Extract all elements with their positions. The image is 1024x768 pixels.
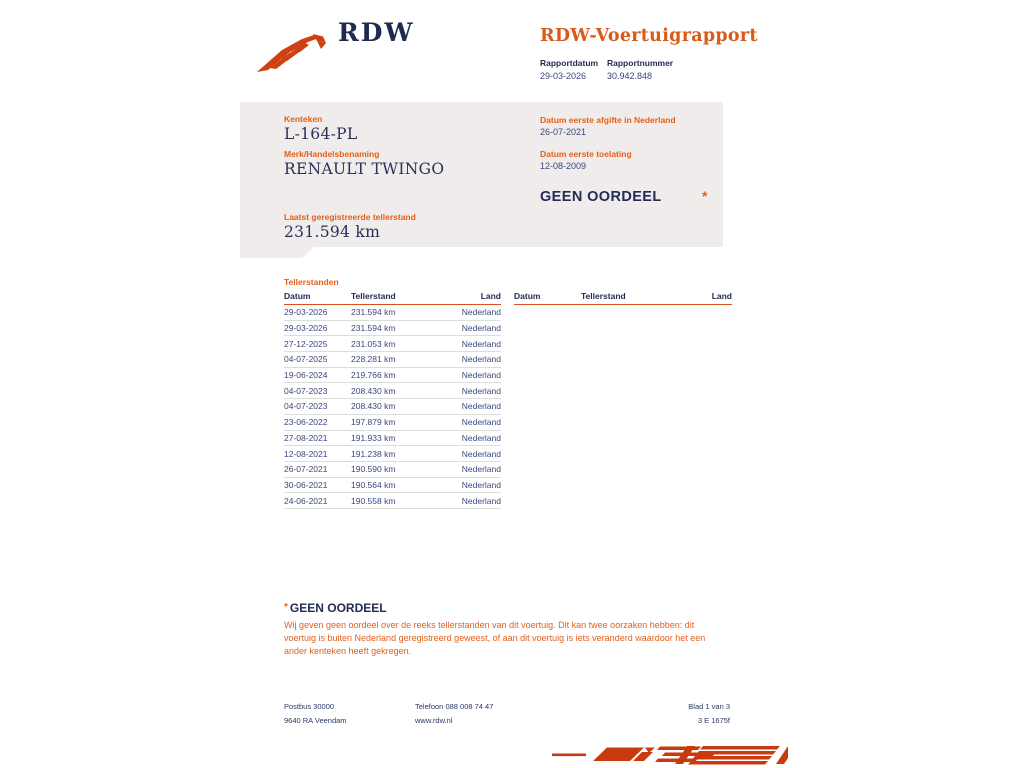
table-row bbox=[284, 493, 501, 509]
cell-land: Nederland bbox=[461, 495, 501, 506]
table-row bbox=[284, 368, 501, 384]
cell-tellerstand: 219.766 km bbox=[351, 370, 396, 381]
afgifte-value: 26-07-2021 bbox=[540, 127, 587, 137]
kenteken-value: L-164-PL bbox=[284, 125, 358, 143]
laatste-tellerstand-value: 231.594 km bbox=[284, 223, 381, 241]
footer-form-code: 3 E 1675f bbox=[697, 716, 730, 725]
footer-website: www.rdw.nl bbox=[415, 716, 453, 725]
cell-land: Nederland bbox=[461, 448, 501, 459]
cell-land: Nederland bbox=[461, 370, 501, 381]
cell-land: Nederland bbox=[461, 385, 501, 396]
cell-datum: 29-03-2026 bbox=[284, 307, 328, 318]
cell-land: Nederland bbox=[461, 338, 501, 349]
footer-phone: Telefoon 088 008 74 47 bbox=[415, 702, 494, 711]
table-row bbox=[284, 462, 501, 478]
merk-label: Merk/Handelsbenaming bbox=[284, 149, 380, 159]
note-body: Wij geven geen oordeel over de reeks tellerstanden van dit voertuig. Dit kan twee oorzaken hebben: dit voertuig is buiten Nederland geregistreerd geweest, of aan dit voertuig is iets veranderd waardoor het een ander kenteken heeft gekregen. bbox=[284, 620, 706, 656]
col-header-land: Land bbox=[711, 291, 732, 301]
cell-tellerstand: 208.430 km bbox=[351, 385, 396, 396]
table-header-row bbox=[284, 291, 501, 305]
footer-page-number: Blad 1 van 3 bbox=[688, 702, 730, 711]
cell-datum: 24-06-2021 bbox=[284, 495, 328, 506]
table-row bbox=[284, 321, 501, 337]
table-row bbox=[284, 383, 501, 399]
cell-tellerstand: 191.238 km bbox=[351, 448, 396, 459]
col-header-tellerstand: Tellerstand bbox=[581, 291, 626, 301]
summary-box-notch bbox=[240, 247, 314, 258]
footer-address-line2: 9640 RA Veendam bbox=[284, 716, 347, 725]
table-row bbox=[284, 352, 501, 368]
cell-land: Nederland bbox=[461, 354, 501, 365]
cell-land: Nederland bbox=[461, 307, 501, 318]
table-row bbox=[284, 415, 501, 431]
cell-tellerstand: 208.430 km bbox=[351, 401, 396, 412]
col-header-land: Land bbox=[480, 291, 501, 301]
rdw-logo-text: RDW bbox=[338, 18, 415, 47]
cell-datum: 23-06-2022 bbox=[284, 417, 328, 428]
rapportnummer-label: Rapportnummer bbox=[607, 58, 674, 68]
tellerstanden-table-left bbox=[284, 291, 501, 509]
table-row bbox=[284, 336, 501, 352]
toelating-label: Datum eerste toelating bbox=[540, 149, 632, 159]
tellerstanden-table-right bbox=[514, 291, 732, 305]
cell-datum: 29-03-2026 bbox=[284, 323, 328, 334]
col-header-tellerstand: Tellerstand bbox=[351, 291, 396, 301]
note-title-text: GEEN OORDEEL bbox=[289, 601, 387, 615]
cell-land: Nederland bbox=[461, 464, 501, 475]
laatste-tellerstand-label: Laatst geregistreerde tellerstand bbox=[284, 212, 416, 222]
note-title bbox=[284, 601, 387, 615]
page-title: RDW-Voertuigrapport bbox=[540, 26, 758, 46]
cell-land: Nederland bbox=[461, 417, 501, 428]
table-row bbox=[284, 305, 501, 321]
cell-datum: 27-12-2025 bbox=[284, 338, 328, 349]
tellerstanden-section-label: Tellerstanden bbox=[284, 277, 339, 287]
cell-datum: 04-07-2023 bbox=[284, 385, 328, 396]
merk-value: RENAULT TWINGO bbox=[284, 160, 445, 178]
kenteken-label: Kenteken bbox=[284, 114, 323, 124]
col-header-datum: Datum bbox=[284, 291, 311, 301]
afgifte-label: Datum eerste afgifte in Nederland bbox=[540, 115, 676, 125]
cell-tellerstand: 231.053 km bbox=[351, 338, 396, 349]
rapportnummer-value: 30.942.848 bbox=[607, 71, 653, 81]
note-asterisk: * bbox=[284, 602, 288, 613]
table-header-row bbox=[514, 291, 732, 305]
footer-address-line1: Postbus 30000 bbox=[284, 702, 335, 711]
cell-tellerstand: 190.590 km bbox=[351, 464, 396, 475]
cell-tellerstand: 231.594 km bbox=[351, 307, 396, 318]
col-header-datum: Datum bbox=[514, 291, 541, 301]
rdw-falcon-logo-icon bbox=[256, 28, 334, 74]
cell-datum: 04-07-2025 bbox=[284, 354, 328, 365]
cell-datum: 26-07-2021 bbox=[284, 464, 328, 475]
cell-tellerstand: 190.558 km bbox=[351, 495, 396, 506]
table-row bbox=[284, 446, 501, 462]
oordeel-asterisk: * bbox=[702, 188, 708, 204]
cell-datum: 19-06-2024 bbox=[284, 370, 328, 381]
table-row bbox=[284, 431, 501, 447]
cell-land: Nederland bbox=[461, 479, 501, 490]
cell-datum: 27-08-2021 bbox=[284, 432, 328, 443]
cell-tellerstand: 191.933 km bbox=[351, 432, 396, 443]
cell-tellerstand: 231.594 km bbox=[351, 323, 396, 334]
rapportdatum-label: Rapportdatum bbox=[540, 58, 599, 68]
cell-land: Nederland bbox=[461, 323, 501, 334]
cell-datum: 12-08-2021 bbox=[284, 448, 328, 459]
cell-land: Nederland bbox=[461, 401, 501, 412]
cell-tellerstand: 197.879 km bbox=[351, 417, 396, 428]
table-row bbox=[284, 399, 501, 415]
cell-tellerstand: 190.564 km bbox=[351, 479, 396, 490]
rapportdatum-value: 29-03-2026 bbox=[540, 71, 587, 81]
cell-datum: 30-06-2021 bbox=[284, 479, 328, 490]
oordeel-value: GEEN OORDEEL bbox=[540, 189, 662, 205]
footer-stripes-graphic bbox=[548, 744, 788, 768]
cell-land: Nederland bbox=[461, 432, 501, 443]
table-row bbox=[284, 478, 501, 494]
toelating-value: 12-08-2009 bbox=[540, 161, 587, 171]
cell-datum: 04-07-2023 bbox=[284, 401, 328, 412]
cell-tellerstand: 228.281 km bbox=[351, 354, 396, 365]
